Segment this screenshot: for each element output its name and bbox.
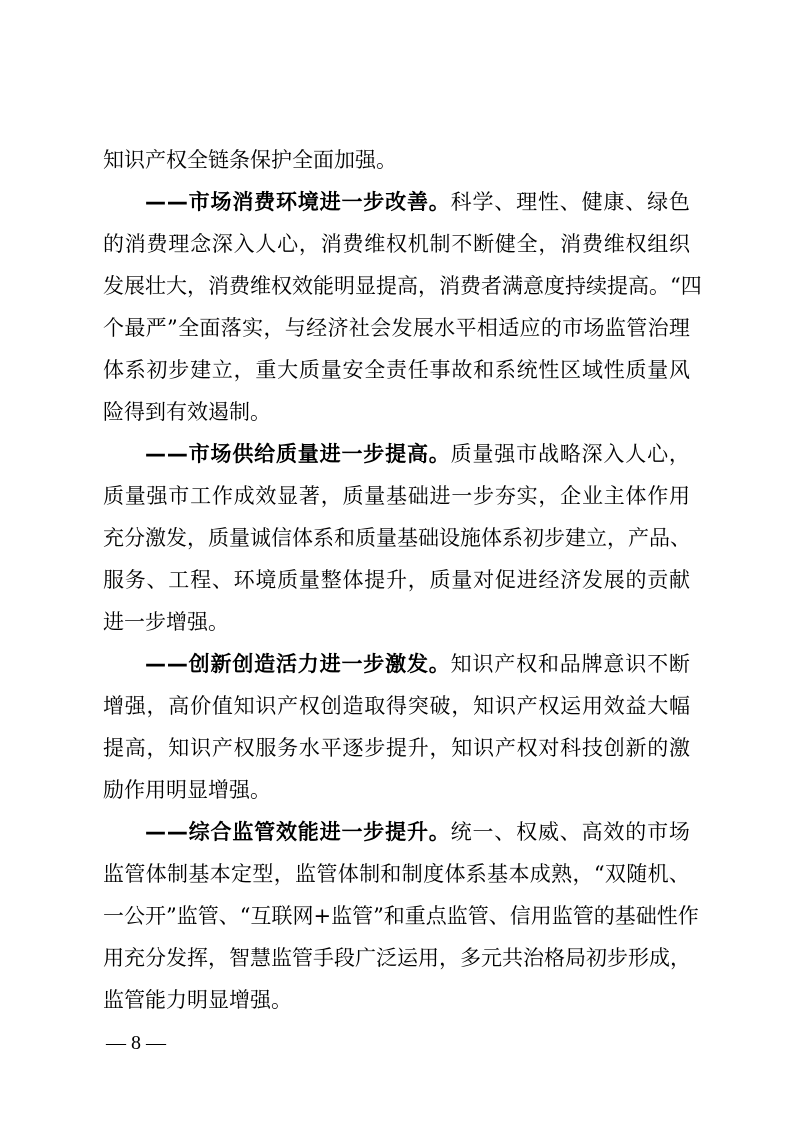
text-line: 服务、工程、环境质量整体提升，质量对促进经济发展的贡献 xyxy=(103,568,691,592)
section-line-innovation xyxy=(145,652,691,676)
text-line: 的消费理念深入人心，消费维权机制不断健全，消费维权组织 xyxy=(103,232,691,256)
text-line: 监管能力明显增强。 xyxy=(103,988,292,1012)
text-line: 个最严”全面落实，与经济社会发展水平相适应的市场监管治理 xyxy=(103,316,691,340)
section-heading-innovation: ——创新创造活力进一步激发。 xyxy=(145,652,451,676)
text-line: 险得到有效遏制。 xyxy=(103,400,271,424)
text-line: 提高，知识产权服务水平逐步提升，知识产权对科技创新的激 xyxy=(103,736,691,760)
section-text: 质量强市战略深入人心， xyxy=(450,442,691,466)
section-line-supply xyxy=(145,442,691,466)
section-text: 科学、理性、健康、绿色 xyxy=(450,190,691,214)
text-line: 质量强市工作成效显著，质量基础进一步夯实，企业主体作用 xyxy=(103,484,691,508)
text-line: 增强，高价值知识产权创造取得突破，知识产权运用效益大幅 xyxy=(103,694,691,718)
section-heading-supply: ——市场供给质量进一步提高。 xyxy=(145,442,451,466)
section-heading-supervision: ——综合监管效能进一步提升。 xyxy=(145,820,451,844)
text-line: 用充分发挥，智慧监管手段广泛运用，多元共治格局初步形成， xyxy=(103,946,691,970)
text-line: 充分激发，质量诚信体系和质量基础设施体系初步建立，产品、 xyxy=(103,526,691,550)
section-heading-consumption: ——市场消费环境进一步改善。 xyxy=(145,190,451,214)
text-line: 进一步增强。 xyxy=(103,610,229,634)
text-line: 体系初步建立，重大质量安全责任事故和系统性区域性质量风 xyxy=(103,358,691,382)
text-line: 一公开”监管、“互联网+监管”和重点监管、信用监管的基础性作 xyxy=(103,904,699,928)
section-text: 知识产权和品牌意识不断 xyxy=(450,652,691,676)
text-line: 发展壮大，消费维权效能明显提高，消费者满意度持续提高。“四 xyxy=(103,274,702,298)
section-line-consumption xyxy=(145,190,691,214)
section-line-supervision xyxy=(145,820,691,844)
section-text: 统一、权威、高效的市场 xyxy=(450,820,691,844)
page-number: — 8 — xyxy=(106,1032,166,1054)
text-line: 知识产权全链条保护全面加强。 xyxy=(103,148,397,172)
text-line: 监管体制基本定型，监管体制和制度体系基本成熟，“双随机、 xyxy=(103,862,691,886)
text-line: 励作用明显增强。 xyxy=(103,778,271,802)
